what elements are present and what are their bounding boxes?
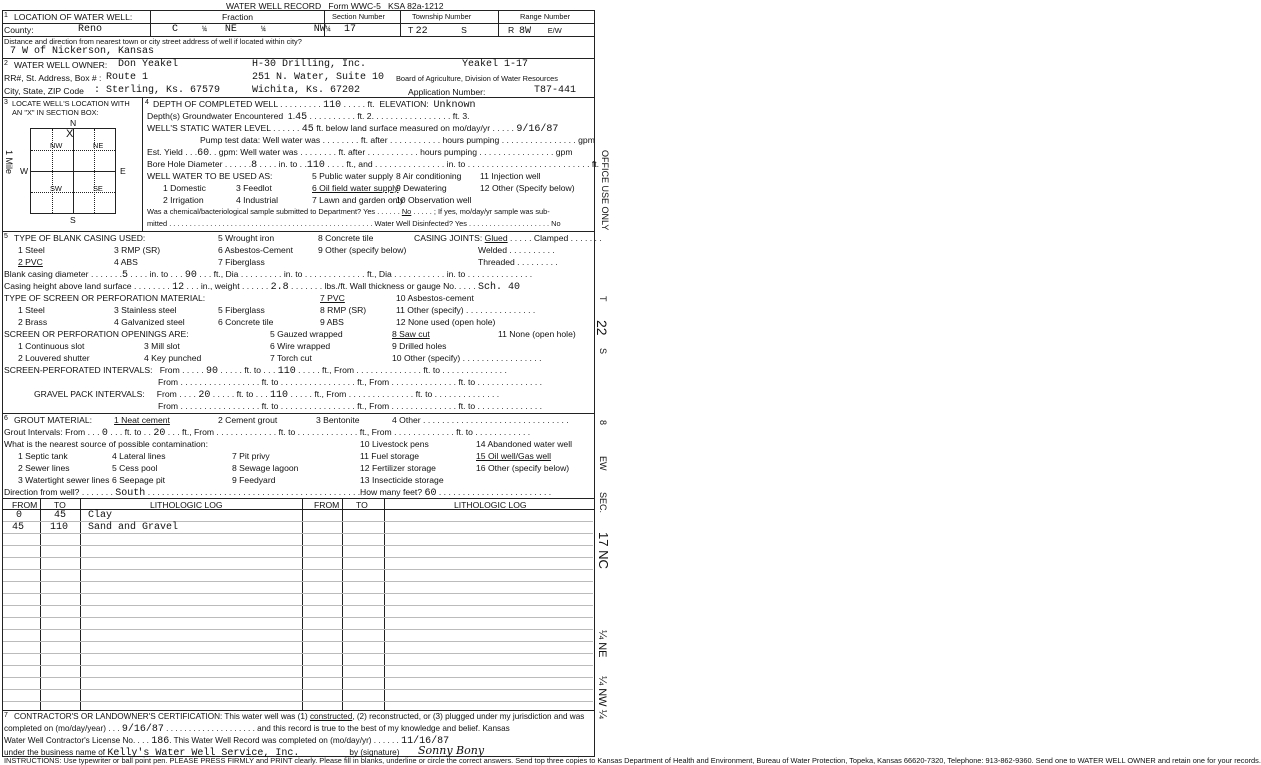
gravel-row-2: From . . . . . . . . . . . . . . . . . ft. to . . . . . . . . . . . . . . . . ft., From . . . . . . . . . . . . . . ft. to . . . . . . . . . . . . . . [158,401,542,411]
margin-sec-value: 17 NC [596,532,611,569]
joints-welded: Welded . . . . . . . . . . [478,245,555,255]
joints-threaded: Threaded . . . . . . . . . [478,257,558,267]
open-continuous: 1 Continuous slot [18,341,85,351]
log-rule-line [3,629,593,641]
city-label: City, State, ZIP Code [4,86,84,96]
casing-concrete: 8 Concrete tile [318,233,374,243]
fraction-label: Fraction [222,12,254,22]
yield-row: Est. Yield . . .60. . gpm: Well water was . . . . . . . . ft. after . . . . . . . . . . . hours pumping . . . . . . . . . . . . . . . . gpm [147,147,573,159]
casing-rmp: 3 RMP (SR) [114,245,161,255]
section-2-number: 2 [4,60,8,67]
screen-brass: 2 Brass [18,317,48,327]
screen-none: 12 None used (open hole) [396,317,496,327]
open-torch: 7 Torch cut [270,353,312,363]
diameter-row: Blank casing diameter . . . . . . .5 . . . . in. to . . . 90 . . . ft., Dia . . . . . . . . . in. to . . . . . . . . . . . . . ft., Dia . . . . . . . . . . . in. to . . . . . . . . . . . . . . [4,269,533,281]
box-w: W [20,166,29,176]
casing-other: 9 Other (specify below) [318,245,407,255]
range-label: Range Number [520,12,571,21]
log-rule-line [3,653,593,665]
source-fuel: 11 Fuel storage [360,451,420,461]
mile-label: 1 Mile [4,150,14,175]
gravel-row-1: GRAVEL PACK INTERVALS: From . . . . 20 . . . . . ft. to . . . 110 . . . . . ft., From . . . . . . . . . . . . . . ft. to . . . . . . . . . . . . . . [34,389,500,401]
disinfect-row: mitted . . . . . . . . . . . . . . . . . . . . . . . . . . . . . . . . . . . . . . . . . . . . . . . . . . Water Well Disinfected? Yes . . . . . . . . . . . . . . . . . . . . No [147,219,561,228]
section-7-number: 7 [4,712,8,719]
use-dewatering: 9 Dewatering [396,183,447,193]
section-value: 17 [344,24,357,35]
log-rule-line [3,665,593,677]
source-sewer: 2 Sewer lines [18,463,70,473]
use-oil-field: 6 Oil field water supply [312,183,399,193]
source-fertilizer: 12 Fertilizer storage [360,463,436,473]
box-nw: NW [50,141,63,150]
log-row-1-to: 45 [54,510,67,521]
open-key: 4 Key punched [144,353,202,363]
openings-label: SCREEN OR PERFORATION OPENINGS ARE: [4,329,189,339]
source-insecticide: 13 Insecticide storage [360,475,444,485]
use-public: 5 Public water supply [312,171,394,181]
box-e: E [120,166,126,176]
grout-bentonite: 3 Bentonite [316,415,360,425]
casing-abs: 4 ABS [114,257,138,267]
use-domestic: 1 Domestic [163,183,206,193]
location-label: LOCATION OF WATER WELL: [14,12,133,22]
margin-nw: ¼ NW ¼ [596,676,608,719]
screen-steel: 1 Steel [18,305,45,315]
height-row: Casing height above land surface . . . . . . . . 12 . . . in., weight . . . . . . 2.8 . . . . . . . lbs./ft. Wall thickness or gauge No. . . . . Sch. 40 [4,281,520,293]
well-name: Yeakel 1-17 [462,59,529,70]
fraction-values: C ¼ NE ¼ NW¼ [172,24,331,35]
source-livestock: 10 Livestock pens [360,439,429,449]
source-oil-gas: 15 Oil well/Gas well [476,451,551,461]
static-level-row: WELL'S STATIC WATER LEVEL . . . . . . 45 ft. below land surface measured on mo/day/yr . . . . . 9/16/87 [147,123,559,135]
box-x-mark: X [66,128,74,140]
grout-label: GROUT MATERIAL: [14,415,92,425]
township-label: Township Number [412,12,472,21]
source-seepage: 6 Seepage pit [112,475,166,485]
use-injection: 11 Injection well [480,171,541,181]
margin-t-value: 22 [594,320,610,336]
screen-abs: 9 ABS [320,317,344,327]
application-value: T87-441 [534,85,577,96]
casing-steel: 1 Steel [18,245,45,255]
form-title: WATER WELL RECORD Form WWC-5 KSA 82a-1212 [226,1,444,11]
box-sw: SW [50,184,62,193]
source-other: 16 Other (specify below) [476,463,570,473]
screen-stainless: 3 Stainless steel [114,305,177,315]
margin-ne: ¼ NE [596,630,608,658]
box-n: N [70,118,77,128]
office-use-label: OFFICE USE ONLY [600,150,610,231]
screen-galvanized: 4 Galvanized steel [114,317,185,327]
perf-row-2: From . . . . . . . . . . . . . . . . . ft. to . . . . . . . . . . . . . . . . ft., From . . . . . . . . . . . . . . ft. to . . . . . . . . . . . . . . [158,377,542,387]
source-privy: 7 Pit privy [232,451,270,461]
use-air: 8 Air conditioning [396,171,462,181]
log-rule-line [3,533,593,545]
log-rule-line [3,641,593,653]
address-value: Route 1 [106,72,149,83]
section-4-number: 4 [145,99,149,106]
log-rule-line [3,593,593,605]
box-ne: NE [93,141,104,150]
log-to-header: TO [54,500,66,510]
bore-row: Bore Hole Diameter . . . . . .8 . . . . in. to . .110 . . . . ft., and . . . . . . . . . . . . . . . in. to . . . . . . . . . . . . . . . . . . . . . . . . . . ft. [147,159,600,171]
screen-rmp: 8 RMP (SR) [320,305,367,315]
application-label: Application Number: [408,87,486,97]
owner-label: WATER WELL OWNER: [14,60,108,70]
grout-other: 4 Other . . . . . . . . . . . . . . . . . . . . . . . . . . . . . . . [392,415,569,425]
use-observation: 10 Observation well [396,195,472,205]
howmany-row: How many feet? 60 . . . . . . . . . . . . . . . . . . . . . . . . [360,487,552,499]
grout-interval-row: Grout Intervals: From . . . 0 . . . ft. to . . 20 . . . ft., From . . . . . . . . . . . . . ft. to . . . . . . . . . . . . . ft., From . . . . . . . . . . . . . ft. to . . . . . . . . . . . . [4,427,531,439]
log-to-header-right: TO [356,500,368,510]
joints-row: CASING JOINTS: Glued . . . . . Clamped . . . . . . . [414,233,602,243]
chem-sample-row: Was a chemical/bacteriological sample submitted to Department? Yes . . . . . . No . . . . . ; If yes, mo/day/yr sample was sub- [147,207,550,216]
screen-label: TYPE OF SCREEN OR PERFORATION MATERIAL: [4,293,206,303]
source-lagoon: 8 Sewage lagoon [232,463,299,473]
margin-r-value: 8 [598,420,608,426]
open-mill: 3 Mill slot [144,341,180,351]
use-industrial: 4 Industrial [236,195,279,205]
open-gauzed: 5 Gauzed wrapped [270,329,343,339]
log-from-header-right: FROM [314,500,340,510]
margin-t-label: T [598,296,608,302]
source-septic: 1 Septic tank [18,451,68,461]
margin-ew: EW [598,456,608,471]
contractor-city: Wichita, Ks. 67202 [252,85,361,96]
log-rule-line [3,545,593,557]
log-rule-line [3,605,593,617]
section-number-label: Section Number [332,12,385,21]
screen-other: 11 Other (specify) . . . . . . . . . . . . . . . [396,305,536,315]
grout-cement: 2 Cement grout [218,415,278,425]
casing-fiberglass: 7 Fiberglass [218,257,265,267]
section-box-label: LOCATE WELL'S LOCATION WITH AN "X" IN SECTION BOX: [12,99,130,117]
log-rule-line [3,569,593,581]
board-label: Board of Agriculture, Division of Water Resources [396,74,558,83]
contractor-address: 251 N. Water, Suite 10 [252,72,385,83]
cert-line-4: under the business name of Kelly's Water Well Service, Inc. by (signature) [4,748,400,759]
margin-s-value: S [598,348,608,355]
casing-pvc: 2 PVC [18,257,43,267]
log-row-1-from: 0 [16,510,23,521]
source-watertight: 3 Watertight sewer lines [18,475,110,485]
log-title-left: LITHOLOGIC LOG [150,500,223,510]
open-other: 10 Other (specify) . . . . . . . . . . . . . . . . . [392,353,542,363]
cert-line-3: Water Well Contractor's License No. . . . 186. This Water Well Record was completed on (mo/day/yr) . . . . . . 11/16/87 [4,736,450,747]
groundwater-row: Depth(s) Groundwater Encountered 1.45 . . . . . . . . . . ft. 2. . . . . . . . . . . . . . . . . ft. 3. [147,111,470,123]
log-row-2-desc: Sand and Gravel [88,522,179,533]
source-abandoned: 14 Abandoned water well [476,439,573,449]
open-louvered: 2 Louvered shutter [18,353,90,363]
screen-fiberglass: 5 Fiberglass [218,305,265,315]
open-none: 11 None (open hole) [498,329,576,339]
depth-row: DEPTH OF COMPLETED WELL . . . . . . . . . 110 . . . . . ft. ELEVATION: Unknown [153,99,476,111]
use-irrigation: 2 Irrigation [163,195,204,205]
use-label: WELL WATER TO BE USED AS: [147,171,273,181]
county-value: Reno [78,24,103,35]
log-rule-line [3,581,593,593]
signature: Sonny Bony [418,744,485,757]
direction-row: Direction from well? . . . . . . . South . . . . . . . . . . . . . . . . . . . . . . . . . . . . . . . . . . . . . . . . . . . . . . . [4,487,370,499]
cert-line-1: CONTRACTOR'S OR LANDOWNER'S CERTIFICATION: This water well was (1) constructed, (2) reconstructed, or (3) plugged under my jurisdiction and was [14,712,585,721]
source-label: What is the nearest source of possible contamination: [4,439,208,449]
section-1-number: 1 [4,12,8,19]
casing-asbestos: 6 Asbestos-Cement [218,245,293,255]
casing-label: TYPE OF BLANK CASING USED: [14,233,146,243]
use-feedlot: 3 Feedlot [236,183,272,193]
pump-test-row: Pump test data: Well water was . . . . . . . . ft. after . . . . . . . . . . . hours pumping . . . . . . . . . . . . . . . . gpm [200,135,595,145]
log-rule-line [3,617,593,629]
log-row-2-from: 45 [12,522,25,533]
township-value: T 22 S [408,25,467,37]
address-label: RR#, St. Address, Box # : [4,73,102,83]
section-6-number: 6 [4,415,8,422]
log-rule-line [3,677,593,689]
margin-sec-label: SEC. [598,492,608,514]
log-title-right: LITHOLOGIC LOG [454,500,527,510]
screen-concrete: 6 Concrete tile [218,317,274,327]
city-value: : Sterling, Ks. 67579 [94,85,221,96]
contractor-name: H-30 Drilling, Inc. [252,59,367,70]
instructions: INSTRUCTIONS: Use typewriter or ball point pen. PLEASE PRESS FIRMLY and PRINT clearly. Please fill in blanks, underline or circle the correct answers. Send top three copies to Kansas Department of Health and Environment, Bureau of Water Protection, Topeka, Kansas 66620-7320, Telephone: 913-862-9360. Send one to WATER WELL OWNER and retain one for your records. [4,756,1261,765]
box-s: S [70,215,76,225]
section-3-number: 3 [4,99,8,106]
distance-value: 7 W of Nickerson, Kansas [10,46,155,57]
perf-row-1: SCREEN-PERFORATED INTERVALS: From . . . . . 90 . . . . . ft. to . . . 110 . . . . . ft., From . . . . . . . . . . . . . . ft. to . . . . . . . . . . . . . . [4,365,507,377]
county-label: County: [4,25,34,35]
open-drilled: 9 Drilled holes [392,341,447,351]
open-saw: 8 Saw cut [392,329,430,339]
use-lawn: 7 Lawn and garden only [312,195,404,205]
log-rule-line [3,557,593,569]
log-row-1-desc: Clay [88,510,113,521]
source-feedyard: 9 Feedyard [232,475,276,485]
source-lateral: 4 Lateral lines [112,451,166,461]
grout-neat: 1 Neat cement [114,415,170,425]
cert-line-2: completed on (mo/day/year) . . . 9/16/87 . . . . . . . . . . . . . . . . . . . . and this record is true to the best of my knowledge and belief. Kansas [4,724,510,735]
use-other: 12 Other (Specify below) [480,183,575,193]
log-row-2-to: 110 [50,522,69,533]
range-value: R 8W E/W [508,25,562,37]
box-se: SE [93,184,103,193]
log-rule-line [3,689,593,701]
screen-asbestos: 10 Asbestos-cement [396,293,474,303]
source-cess: 5 Cess pool [112,463,158,473]
casing-wrought: 5 Wrought iron [218,233,275,243]
open-wire: 6 Wire wrapped [270,341,331,351]
distance-label: Distance and direction from nearest town or city street address of well if located within city? [4,37,302,46]
screen-pvc: 7 PVC [320,293,345,303]
owner-value: Don Yeakel [118,59,179,70]
log-from-header: FROM [12,500,38,510]
section-5-number: 5 [4,233,8,240]
